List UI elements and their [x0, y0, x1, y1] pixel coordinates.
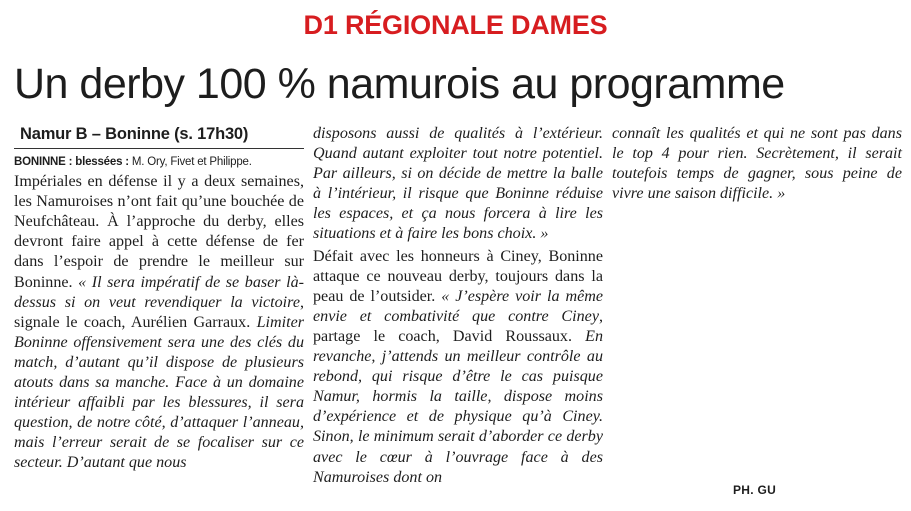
quote: disposons aussi de qualités à l’extérieur. Quand autant exploiter tout notre potentiel. Par ailleurs, si on décide de mettre la balle à l’intérieur, il risque que Boninne réduise les espaces, et ça nous forcera à lire les situations et à faire les bons choix. » — [313, 125, 603, 243]
quote: Limiter Boninne offensivement sera une des clés du match, d’autant qu’il dispose de plusieurs atouts dans sa manche. Face à un domaine intérieur affaibli par les blessures, il sera question, de notre côté, d’attaquer l’anneau, mais l’erreur serait de se focaliser sur ce secteur. D’autant que nous — [14, 313, 304, 472]
injury-report — [14, 155, 304, 169]
article-column-1 — [14, 124, 304, 474]
headline: Un derby 100 % namurois au programme — [14, 60, 785, 108]
injury-team: BONINNE : — [14, 156, 76, 169]
attribution: , partage le coach, David Roussaux. — [313, 307, 603, 345]
quote: « Il sera impératif de se baser là-dessus si on veut revendiquer la victoire — [14, 273, 304, 311]
section-title: D1 RÉGIONALE DAMES — [303, 10, 608, 40]
paragraph — [14, 172, 304, 473]
injury-label: blessées : — [75, 156, 132, 169]
paragraph — [313, 247, 603, 488]
article-column-3 — [612, 124, 902, 204]
quote: connaît les qualités et qui ne sont pas dans le top 4 pour rien. Secrètement, il serait toutefois temps de gagner, sous peine de vivre une saison difficile. » — [612, 125, 902, 203]
quote: En revanche, j’attends un meilleur contrôle au rebond, qui risque d’être le cas puisque Namur, hormis la taille, dispose moins d’expérience et de physique qu’à Ciney. Sinon, le minimum serait d’aborder ce derby avec le cœur à l’ouvrage face à des Namuroises dont on — [313, 327, 603, 486]
injury-names: M. Ory, Fivet et Philippe. — [131, 156, 252, 169]
author-signature: PH. GU — [733, 483, 777, 497]
match-title: Namur B – Boninne (s. 17h30) — [14, 124, 304, 149]
article-column-2 — [313, 124, 603, 488]
paragraph — [313, 124, 603, 245]
quote: « J’espère voir la même envie et combativité que contre Ciney — [313, 287, 603, 325]
paragraph-lead: Impériales en défense il y a deux semaines, les Namuroises n’ont fait qu’une bouchée de Neufchâteau. À l’approche du derby, elles devront faire appel à cette défense de fer dans l’espoir de prendre le meilleur sur Boninne. — [14, 173, 304, 291]
paragraph-lead: Défait avec les honneurs à Ciney, Boninne attaque ce nouveau derby, toujours dans la peau de l’outsider. — [313, 247, 603, 305]
attribution: , signale le coach, Aurélien Garraux. — [14, 293, 304, 331]
paragraph — [612, 124, 902, 204]
